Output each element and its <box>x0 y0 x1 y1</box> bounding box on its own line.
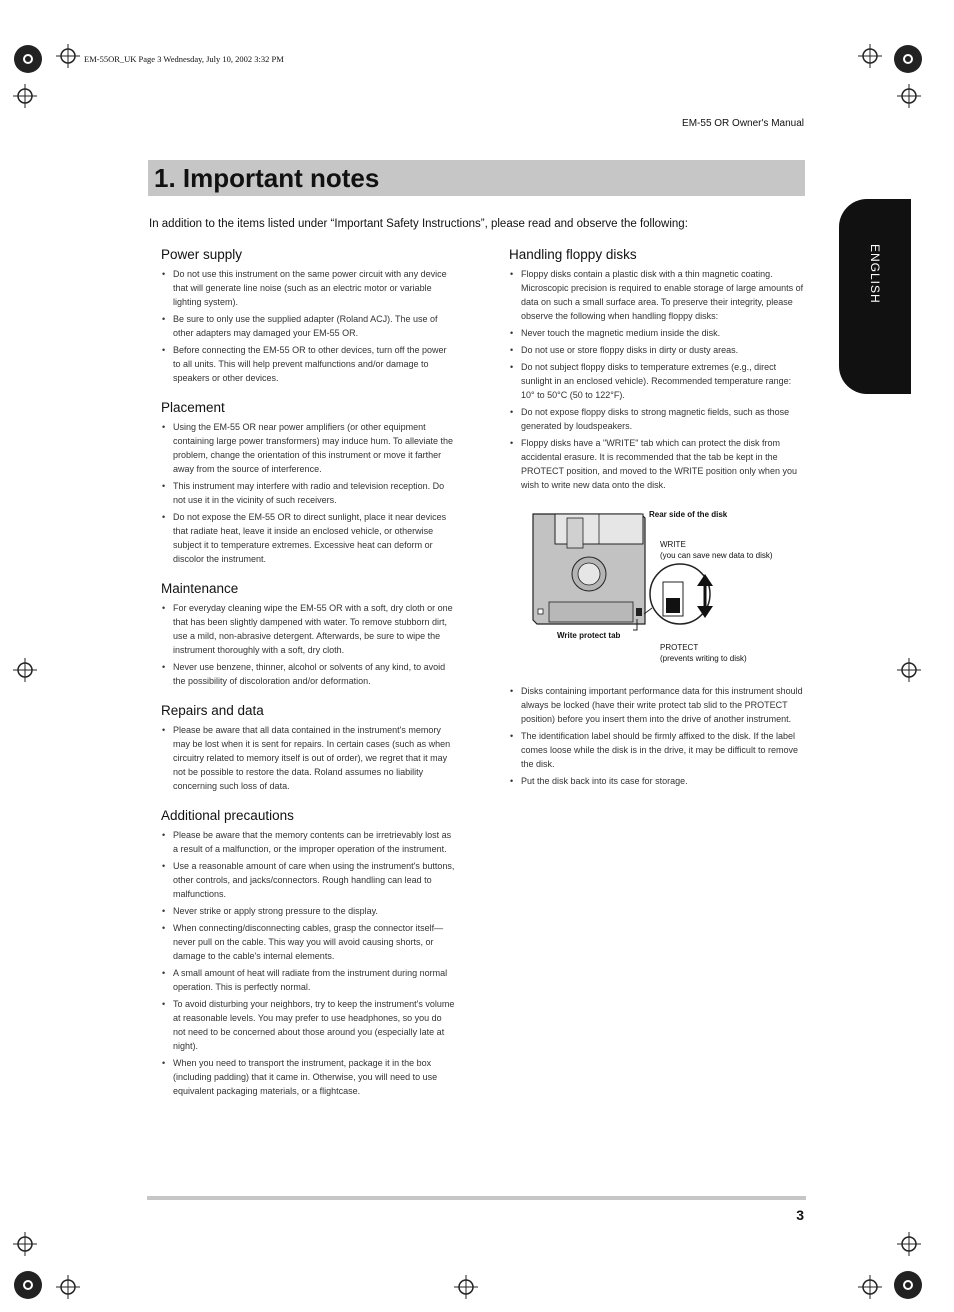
crosshair-icon <box>858 1275 882 1299</box>
list-item: • Disks containing important performance data for this instrument should always be locked (have their write protect tab slid to the PROTECT position) before you insert them into the drive of another instrument. <box>509 684 804 726</box>
repairs-list <box>161 723 456 793</box>
section-heading-additional-precautions: Additional precautions <box>161 808 294 823</box>
list-item: • Floppy disks have a "WRITE" tab which can protect the disk from accidental erasure. It is recommended that the tab be kept in the PROTECT position, and moved to the WRITE position only when you wish to write new data onto the disk. <box>509 436 804 492</box>
section-heading-power-supply: Power supply <box>161 247 243 262</box>
section-heading-maintenance: Maintenance <box>161 581 239 596</box>
list-item: • Never strike or apply strong pressure to the display. <box>161 904 456 918</box>
list-item: • Never touch the magnetic medium inside the disk. <box>509 326 804 340</box>
floppy-list-after <box>509 684 804 788</box>
language-tab-label: ENGLISH <box>868 244 882 304</box>
list-item: • Using the EM-55 OR near power amplifiers (or other equipment containing large power transformers) may induce hum. To alleviate the problem, change the orientation of this instrument or move it farther away from the source of interference. <box>161 420 456 476</box>
write-note: (you can save new data to disk) <box>660 551 773 560</box>
list-item: • When connecting/disconnecting cables, grasp the connector itself—never pull on the cable. This way you will avoid causing shorts, or damage to the cable's internal elements. <box>161 921 456 963</box>
list-item: • Do not expose floppy disks to strong magnetic fields, such as those generated by loudspeakers. <box>509 405 804 433</box>
list-item: • Use a reasonable amount of care when using the instrument's buttons, other controls, and jacks/connectors. Rough handling can lead to malfunctions. <box>161 859 456 901</box>
list-item: • Do not use this instrument on the same power circuit with any device that will generate line noise (such as an electric motor or variable lighting system). <box>161 267 456 309</box>
list-item: • Before connecting the EM-55 OR to other devices, turn off the power to all units. This will help prevent malfunctions and/or damage to speakers or other devices. <box>161 343 456 385</box>
running-header: EM-55 OR Owner's Manual <box>682 118 804 129</box>
language-tab <box>839 199 911 394</box>
page-number: 3 <box>796 1207 804 1223</box>
write-label: WRITE <box>660 540 686 549</box>
registration-starburst-icon <box>13 1270 43 1300</box>
crosshair-icon <box>56 1275 80 1299</box>
list-item: • The identification label should be firmly affixed to the disk. If the label comes loose while the disk is in the drive, it may be difficult to remove the disk. <box>509 729 804 771</box>
list-item: • To avoid disturbing your neighbors, try to keep the instrument's volume at reasonable levels. You may prefer to use headphones, so you do not need to be concerned about those around you (especially late at night). <box>161 997 456 1053</box>
print-slug: EM-55OR_UK Page 3 Wednesday, July 10, 2002 3:32 PM <box>84 54 284 64</box>
crosshair-icon <box>13 1232 37 1256</box>
page-title: 1. Important notes <box>154 163 380 193</box>
list-item: • Please be aware that the memory contents can be irretrievably lost as a result of a malfunction, or the improper operation of the instrument. <box>161 828 456 856</box>
list-item: • A small amount of heat will radiate from the instrument during normal operation. This is perfectly normal. <box>161 966 456 994</box>
list-item: • Never use benzene, thinner, alcohol or solvents of any kind, to avoid the possibility of discoloration and/or deformation. <box>161 660 456 688</box>
list-item: • Do not expose the EM-55 OR to direct sunlight, place it near devices that radiate heat, leave it inside an enclosed vehicle, or otherwise subject it to temperature extremes. Excessive heat can deform or discolor the instrument. <box>161 510 456 566</box>
crosshair-icon <box>56 44 80 68</box>
crosshair-icon <box>13 84 37 108</box>
write-protect-tab-label: Write protect tab <box>557 631 621 640</box>
title-bar <box>148 160 805 196</box>
protect-note: (prevents writing to disk) <box>660 654 747 663</box>
floppy-disk-illustration <box>509 506 804 676</box>
intro-text: In addition to the items listed under “Important Safety Instructions”, please read and observe the following: <box>149 218 688 230</box>
list-item: • Do not use or store floppy disks in dirty or dusty areas. <box>509 343 804 357</box>
additional-precautions-list <box>161 828 456 1098</box>
list-item: • This instrument may interfere with radio and television reception. Do not use it in the vicinity of such receivers. <box>161 479 456 507</box>
rear-side-label: Rear side of the disk <box>649 510 728 519</box>
crosshair-icon <box>454 1275 478 1299</box>
section-heading-repairs-and-data: Repairs and data <box>161 703 264 718</box>
right-column <box>509 246 804 802</box>
crosshair-icon <box>897 84 921 108</box>
crosshair-icon <box>897 1232 921 1256</box>
crosshair-icon <box>897 658 921 682</box>
list-item: • For everyday cleaning wipe the EM-55 OR with a soft, dry cloth or one that has been slightly dampened with water. To remove stubborn dirt, use a mild, non-abrasive detergent. Afterwards, be sure to wipe the instrument thoroughly with a soft, dry cloth. <box>161 601 456 657</box>
power-supply-list <box>161 267 456 385</box>
left-column <box>161 246 456 1112</box>
floppy-disk-diagram <box>509 506 804 676</box>
placement-list <box>161 420 456 566</box>
registration-starburst-icon <box>13 44 43 74</box>
crosshair-icon <box>858 44 882 68</box>
protect-label: PROTECT <box>660 643 699 652</box>
list-item: • When you need to transport the instrument, package it in the box (including padding) that it came in. Otherwise, you will need to use equivalent packaging materials, or a flightcase. <box>161 1056 456 1098</box>
registration-starburst-icon <box>893 44 923 74</box>
list-item: • Please be aware that all data contained in the instrument's memory may be lost when it is sent for repairs. In certain cases (such as when circuitry related to memory itself is out of order), we regret that it may not be possible to restore the data. Roland assumes no liability concerning such loss of data. <box>161 723 456 793</box>
section-heading-floppy-disks: Handling floppy disks <box>509 247 637 262</box>
list-item: • Put the disk back into its case for storage. <box>509 774 804 788</box>
list-item: • Be sure to only use the supplied adapter (Roland ACJ). The use of other adapters may damaged your EM-55 OR. <box>161 312 456 340</box>
registration-starburst-icon <box>893 1270 923 1300</box>
footer-rule <box>147 1196 806 1200</box>
crosshair-icon <box>13 658 37 682</box>
floppy-list-before <box>509 267 804 492</box>
section-heading-placement: Placement <box>161 400 225 415</box>
list-item: • Floppy disks contain a plastic disk with a thin magnetic coating. Microscopic precision is required to enable storage of large amounts of data on such a small surface area. To preserve their integrity, please observe the following when handling floppy disks: <box>509 267 804 323</box>
list-item: • Do not subject floppy disks to temperature extremes (e.g., direct sunlight in an enclosed vehicle). Recommended temperature range: 10° to 50°C (50 to 122°F). <box>509 360 804 402</box>
maintenance-list <box>161 601 456 688</box>
